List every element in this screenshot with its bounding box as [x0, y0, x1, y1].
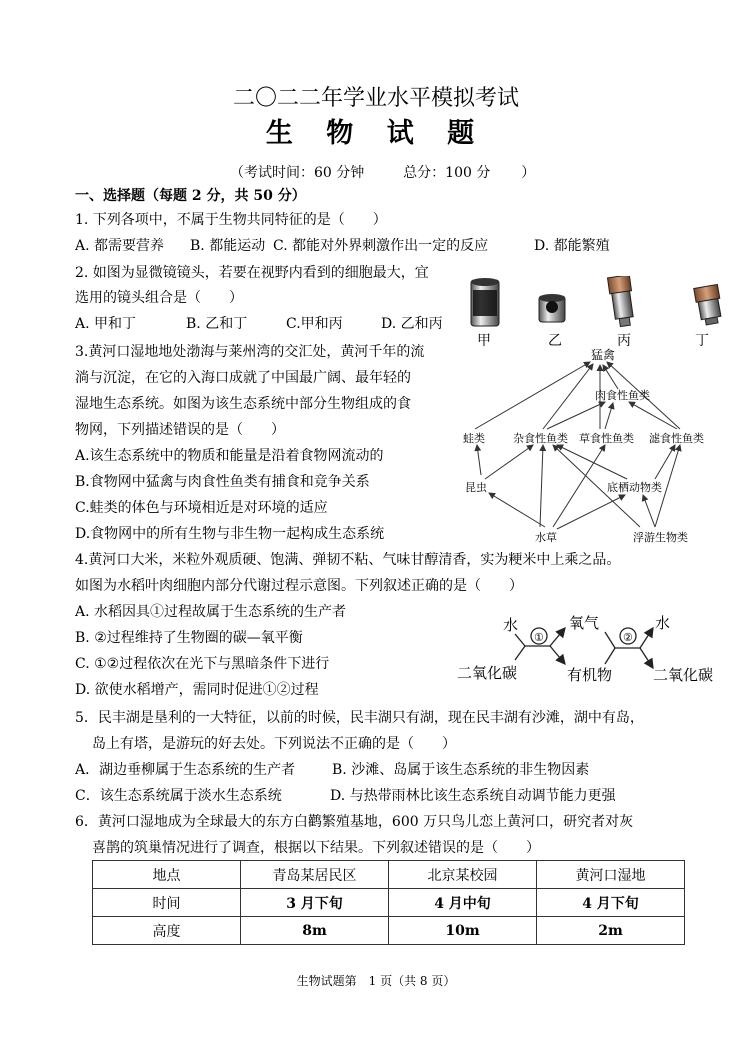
metabolism-diagram	[455, 608, 715, 692]
table-cell: 10m	[389, 917, 537, 945]
table-cell: 8m	[241, 917, 389, 945]
q4-line1: 4.黄河口大米，米粒外观质硬、饱满、弹韧不粘、气味甘醇清香，实为粳米中上乘之品。	[75, 552, 621, 568]
diag-organic: 有机物	[567, 668, 613, 684]
food-web-diagram	[455, 345, 715, 545]
diag-process-1: ①	[534, 632, 544, 644]
q3-option-c: C.蛙类的体色与环境相近是对环境的适应	[75, 500, 328, 516]
q2-option-d: D. 乙和丙	[381, 316, 443, 332]
table-cell: 地点	[93, 861, 241, 889]
q2-option-a: A. 甲和丁	[75, 316, 137, 332]
q5-line1: 5．民丰湖是垦利的一大特征，以前的时候，民丰湖只有湖，现在民丰湖有沙滩，湖中有岛，	[75, 710, 644, 726]
web-herbivore-fish: 草食性鱼类	[579, 433, 634, 445]
table-cell: 2m	[537, 917, 685, 945]
table-row	[93, 861, 685, 889]
web-insect: 昆虫	[465, 482, 487, 494]
page-footer: 生物试题第 1 页（共 8 页）	[296, 974, 456, 988]
q1-option-c: C. 都能对外界刺激作出一定的反应	[273, 238, 489, 254]
q3-option-a: A.该生态系统中的物质和能量是沿着食物网流动的	[75, 448, 384, 464]
web-plankton: 浮游生物类	[633, 532, 688, 544]
diag-oxygen: 氧气	[569, 616, 600, 632]
q3-line3: 湿地生态系统。如图为该生态系统中部分生物组成的食	[75, 396, 411, 412]
q3-line2: 淌与沉淀，在它的入海口成就了中国最广阔、最年轻的	[75, 370, 411, 386]
lens-label-jia: 甲	[477, 333, 491, 349]
q3-line1: 3.黄河口湿地地处渤海与莱州湾的交汇处，黄河千年的流	[75, 344, 425, 360]
q2-line2: 选用的镜头组合是（ ）	[75, 290, 243, 306]
subject-title: 生 物 试 题	[265, 118, 487, 149]
q4-option-a: A. 水稻因具①过程故属于生态系统的生产者	[75, 604, 347, 620]
objective-short-icon	[694, 284, 724, 326]
q3-line4: 物网，下列描述错误的是（ ）	[75, 422, 285, 438]
web-frog: 蛙类	[463, 433, 485, 445]
web-carnivore-fish: 肉食性鱼类	[595, 390, 650, 402]
table-cell: 4 月中旬	[389, 889, 537, 917]
time-info: （考试时间：60 分钟	[230, 165, 365, 181]
exam-title: 二〇二二年学业水平模拟考试	[232, 86, 519, 111]
diag-water-in: 水	[503, 618, 519, 634]
q4-option-c: C. ①②过程依次在光下与黑暗条件下进行	[75, 656, 330, 672]
table-cell: 北京某校园	[389, 861, 537, 889]
nest-survey-table	[92, 860, 685, 945]
table-cell: 高度	[93, 917, 241, 945]
q6-line1: 6．黄河口湿地成为全球最大的东方白鹳繁殖基地，600 万只鸟儿恋上黄河口，研究者对灰	[75, 814, 634, 830]
table-cell: 青岛某居民区	[241, 861, 389, 889]
q4-line2: 如图为水稻叶肉细胞内部分代谢过程示意图。下列叙述正确的是（ ）	[75, 578, 523, 594]
objective-long-icon	[607, 276, 636, 327]
q2-option-c: C.甲和丙	[286, 316, 343, 332]
diag-process-2: ②	[623, 632, 633, 644]
score-info: 总分：100 分	[403, 165, 491, 181]
q2-option-b: B. 乙和丁	[186, 316, 248, 332]
lens-label-ding: 丁	[695, 333, 709, 349]
table-cell: 时间	[93, 889, 241, 917]
eyepiece-long-icon	[471, 278, 499, 326]
meta-close: ）	[521, 165, 536, 181]
q2-line1: 2. 如图为显微镜镜头，若要在视野内看到的细胞最大，宜	[75, 265, 429, 281]
q1-option-d: D. 都能繁殖	[534, 238, 610, 254]
web-benthos: 底栖动物类	[607, 482, 662, 494]
table-cell: 黄河口湿地	[537, 861, 685, 889]
table-row	[93, 917, 685, 945]
q6-line2: 喜鹊的筑巢情况进行了调查，根据以下结果。下列叙述错误的是（ ）	[92, 840, 540, 856]
lens-label-yi: 乙	[548, 333, 562, 349]
q4-option-d: D. 欲使水稻增产，需同时促进①②过程	[75, 682, 319, 698]
web-grass: 水草	[535, 532, 557, 544]
web-filter-fish: 滤食性鱼类	[649, 433, 704, 445]
q5-option-a: A．湖边垂柳属于生态系统的生产者	[75, 762, 296, 778]
diag-co2-in: 二氧化碳	[457, 666, 518, 682]
q3-option-b: B.食物网中猛禽与肉食性鱼类有捕食和竞争关系	[75, 474, 370, 490]
q4-option-b: B. ②过程维持了生物圈的碳—氧平衡	[75, 630, 303, 646]
lens-images	[465, 276, 740, 328]
table-cell: 4 月下旬	[537, 889, 685, 917]
table-row	[93, 889, 685, 917]
q1-option-a: A. 都需要营养	[75, 238, 165, 254]
web-omnivore-fish: 杂食性鱼类	[513, 433, 568, 445]
q5-option-c: C．该生态系统属于淡水生态系统	[75, 788, 282, 804]
diag-water-out: 水	[655, 616, 671, 632]
web-raptor: 猛禽	[591, 348, 616, 362]
section-heading: 一、选择题（每题 2 分，共 50 分）	[75, 188, 306, 204]
table-cell: 3 月下旬	[241, 889, 389, 917]
q5-option-b: B. 沙滩、岛属于该生态系统的非生物因素	[332, 762, 590, 778]
q5-line2: 岛上有塔，是游玩的好去处。下列说法不正确的是（ ）	[92, 736, 456, 752]
diag-co2-out: 二氧化碳	[653, 668, 714, 684]
q5-option-d: D. 与热带雨林比该生态系统自动调节能力更强	[330, 788, 616, 804]
q1-stem: 1. 下列各项中，不属于生物共同特征的是（ ）	[75, 212, 387, 228]
q3-option-d: D.食物网中的所有生物与非生物一起构成生态系统	[75, 526, 385, 542]
lens-label-bing: 丙	[617, 333, 631, 349]
eyepiece-short-icon	[539, 294, 565, 322]
exam-meta	[230, 162, 535, 182]
q1-option-b: B. 都能运动	[190, 238, 266, 254]
